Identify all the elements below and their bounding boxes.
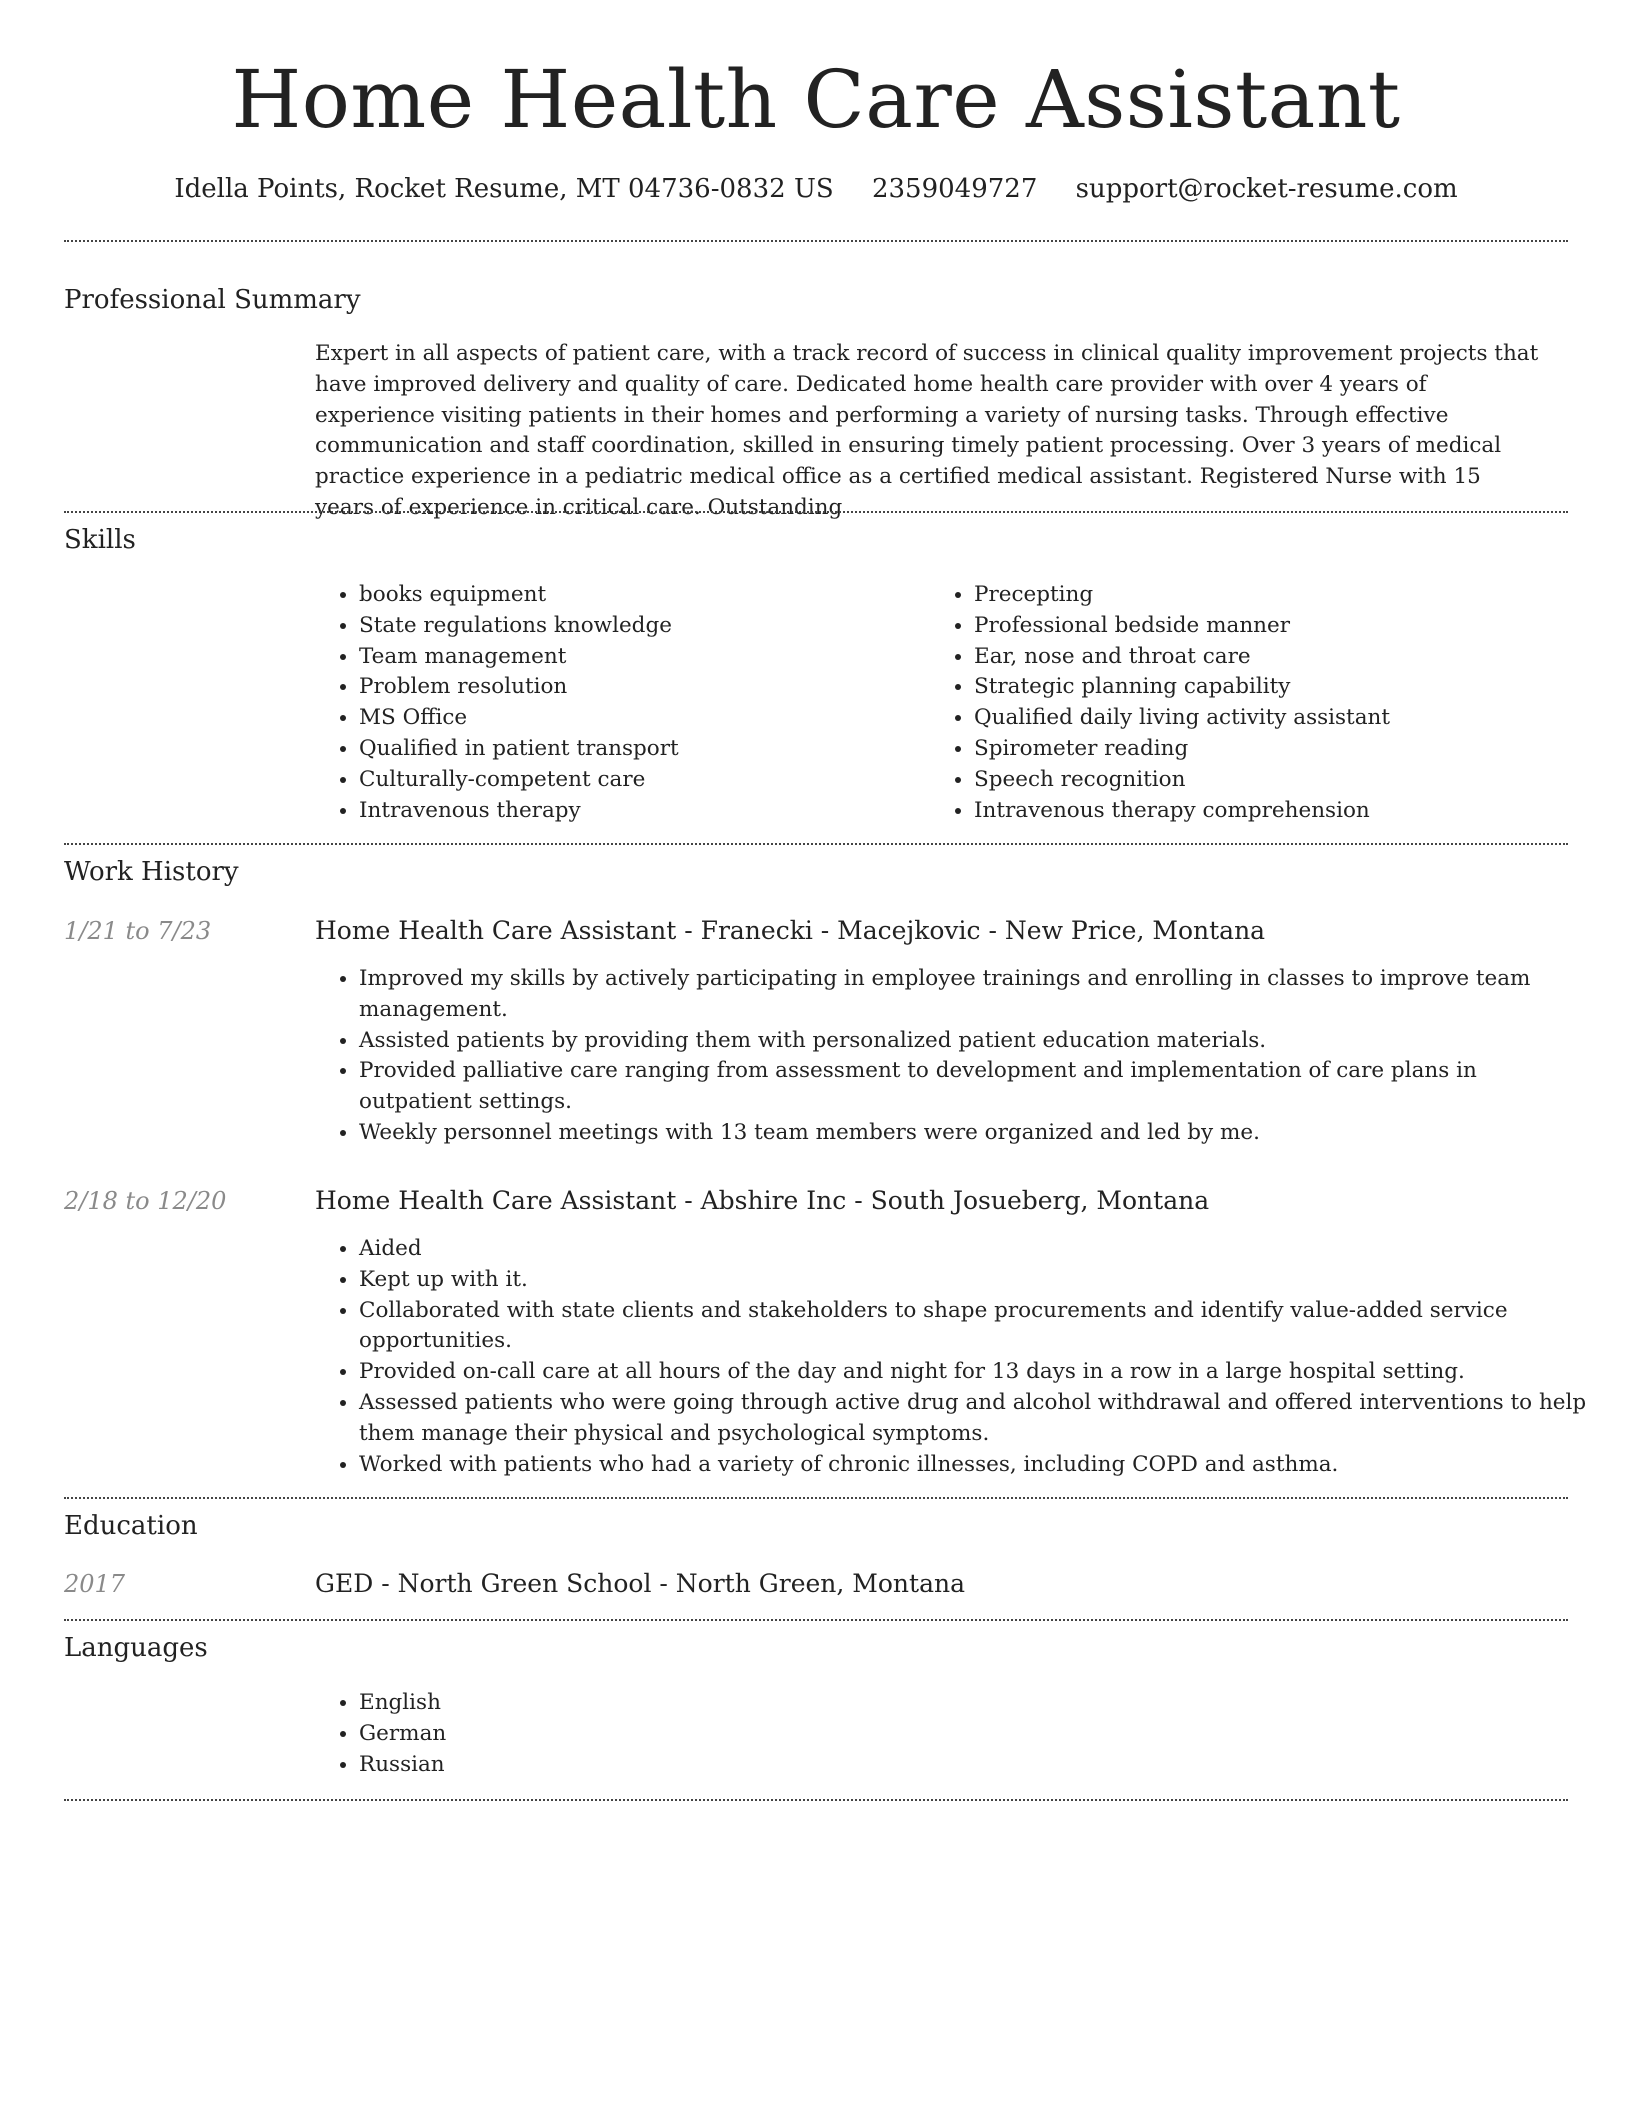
divider [64,843,1568,845]
job-bullets [315,1234,1589,1480]
contact-line [0,172,1632,206]
languages-list [315,1688,959,1780]
education-entry: GED - North Green School - North Green, Montana [315,1569,965,1598]
skill-item: • Qualified daily living activity assistant [974,703,1574,734]
job-date: 2/18 to 12/20 [64,1187,227,1215]
job-bullet: • Worked with patients who had a variety of chronic illnesses, including COPD and asthma. [359,1450,1589,1481]
job-bullet: • Assessed patients who were going through active drug and alcohol withdrawal and offered interventions to help them manage their physical and psychological symptoms. [359,1388,1589,1450]
skills-list-right [930,580,1574,826]
skill-item: • Team management [359,642,929,673]
contact-phone: 2359049727 [871,174,1038,204]
divider [64,1497,1568,1499]
skill-item: • Spirometer reading [974,734,1574,765]
job-bullet: • Assisted patients by providing them with personalized patient education materials. [359,1026,1589,1057]
summary-text: Expert in all aspects of patient care, with a track record of success in clinical quality improvement projects that have improved delivery and quality of care. Dedicated home health care provider with over 4 years of experience visiting patients in their homes and performing a variety of nursing tasks. Through effective communication and staff coordination, skilled in ensuring timely patient processing. Over 3 years of medical practice experience in a pediatric medical office as a certified medical assistant. Registered Nurse with 15 years of experience in critical care. Outstanding [315,341,1539,520]
skill-item: • Speech recognition [974,765,1574,796]
skill-item: • Intravenous therapy comprehension [974,796,1574,827]
section-title-work: Work History [64,857,239,887]
contact-address: Idella Points, Rocket Resume, MT 04736-0832 US [174,174,834,204]
job-title: Home Health Care Assistant - Abshire Inc - South Josueberg, Montana [315,1186,1210,1215]
job-bullet: • Weekly personnel meetings with 13 team members were organized and led by me. [359,1118,1589,1149]
section-title-education: Education [64,1511,198,1541]
skills-list-left [315,580,929,826]
skill-item: • Culturally-competent care [359,765,929,796]
skill-item: • Ear, nose and throat care [974,642,1574,673]
skill-item: • books equipment [359,580,929,611]
language-item: • Russian [359,1750,959,1781]
divider [64,240,1568,242]
job-bullet: • Provided palliative care ranging from assessment to development and implementation of care plans in outpatient settings. [359,1056,1589,1118]
language-item: • German [359,1719,959,1750]
job-title: Home Health Care Assistant - Franecki - Macejkovic - New Price, Montana [315,916,1266,945]
divider [64,1799,1568,1801]
job-bullet: • Aided [359,1234,1589,1265]
section-title-summary: Professional Summary [64,285,361,315]
resume-name: Home Health Care Assistant [231,53,1401,146]
job-bullet: • Provided on-call care at all hours of the day and night for 13 days in a row in a large hospital setting. [359,1357,1589,1388]
job-bullet: • Kept up with it. [359,1265,1589,1296]
skill-item: • Strategic planning capability [974,672,1574,703]
skill-item: • MS Office [359,703,929,734]
skill-item: • Problem resolution [359,672,929,703]
skill-item: • Qualified in patient transport [359,734,929,765]
job-bullets [315,964,1589,1149]
education-date: 2017 [64,1570,126,1598]
skill-item: • State regulations knowledge [359,611,929,642]
section-title-languages: Languages [64,1633,208,1663]
job-bullet: • Collaborated with state clients and stakeholders to shape procurements and identify value-added service opportunities. [359,1296,1589,1358]
contact-email: support@rocket-resume.com [1075,174,1458,204]
divider [64,511,1568,513]
job-bullet: • Improved my skills by actively participating in employee trainings and enrolling in classes to improve team management. [359,964,1589,1026]
divider [64,1619,1568,1621]
skill-item: • Intravenous therapy [359,796,929,827]
section-title-skills: Skills [64,525,136,555]
job-date: 1/21 to 7/23 [64,917,212,945]
language-item: • English [359,1688,959,1719]
skill-item: • Precepting [974,580,1574,611]
skill-item: • Professional bedside manner [974,611,1574,642]
